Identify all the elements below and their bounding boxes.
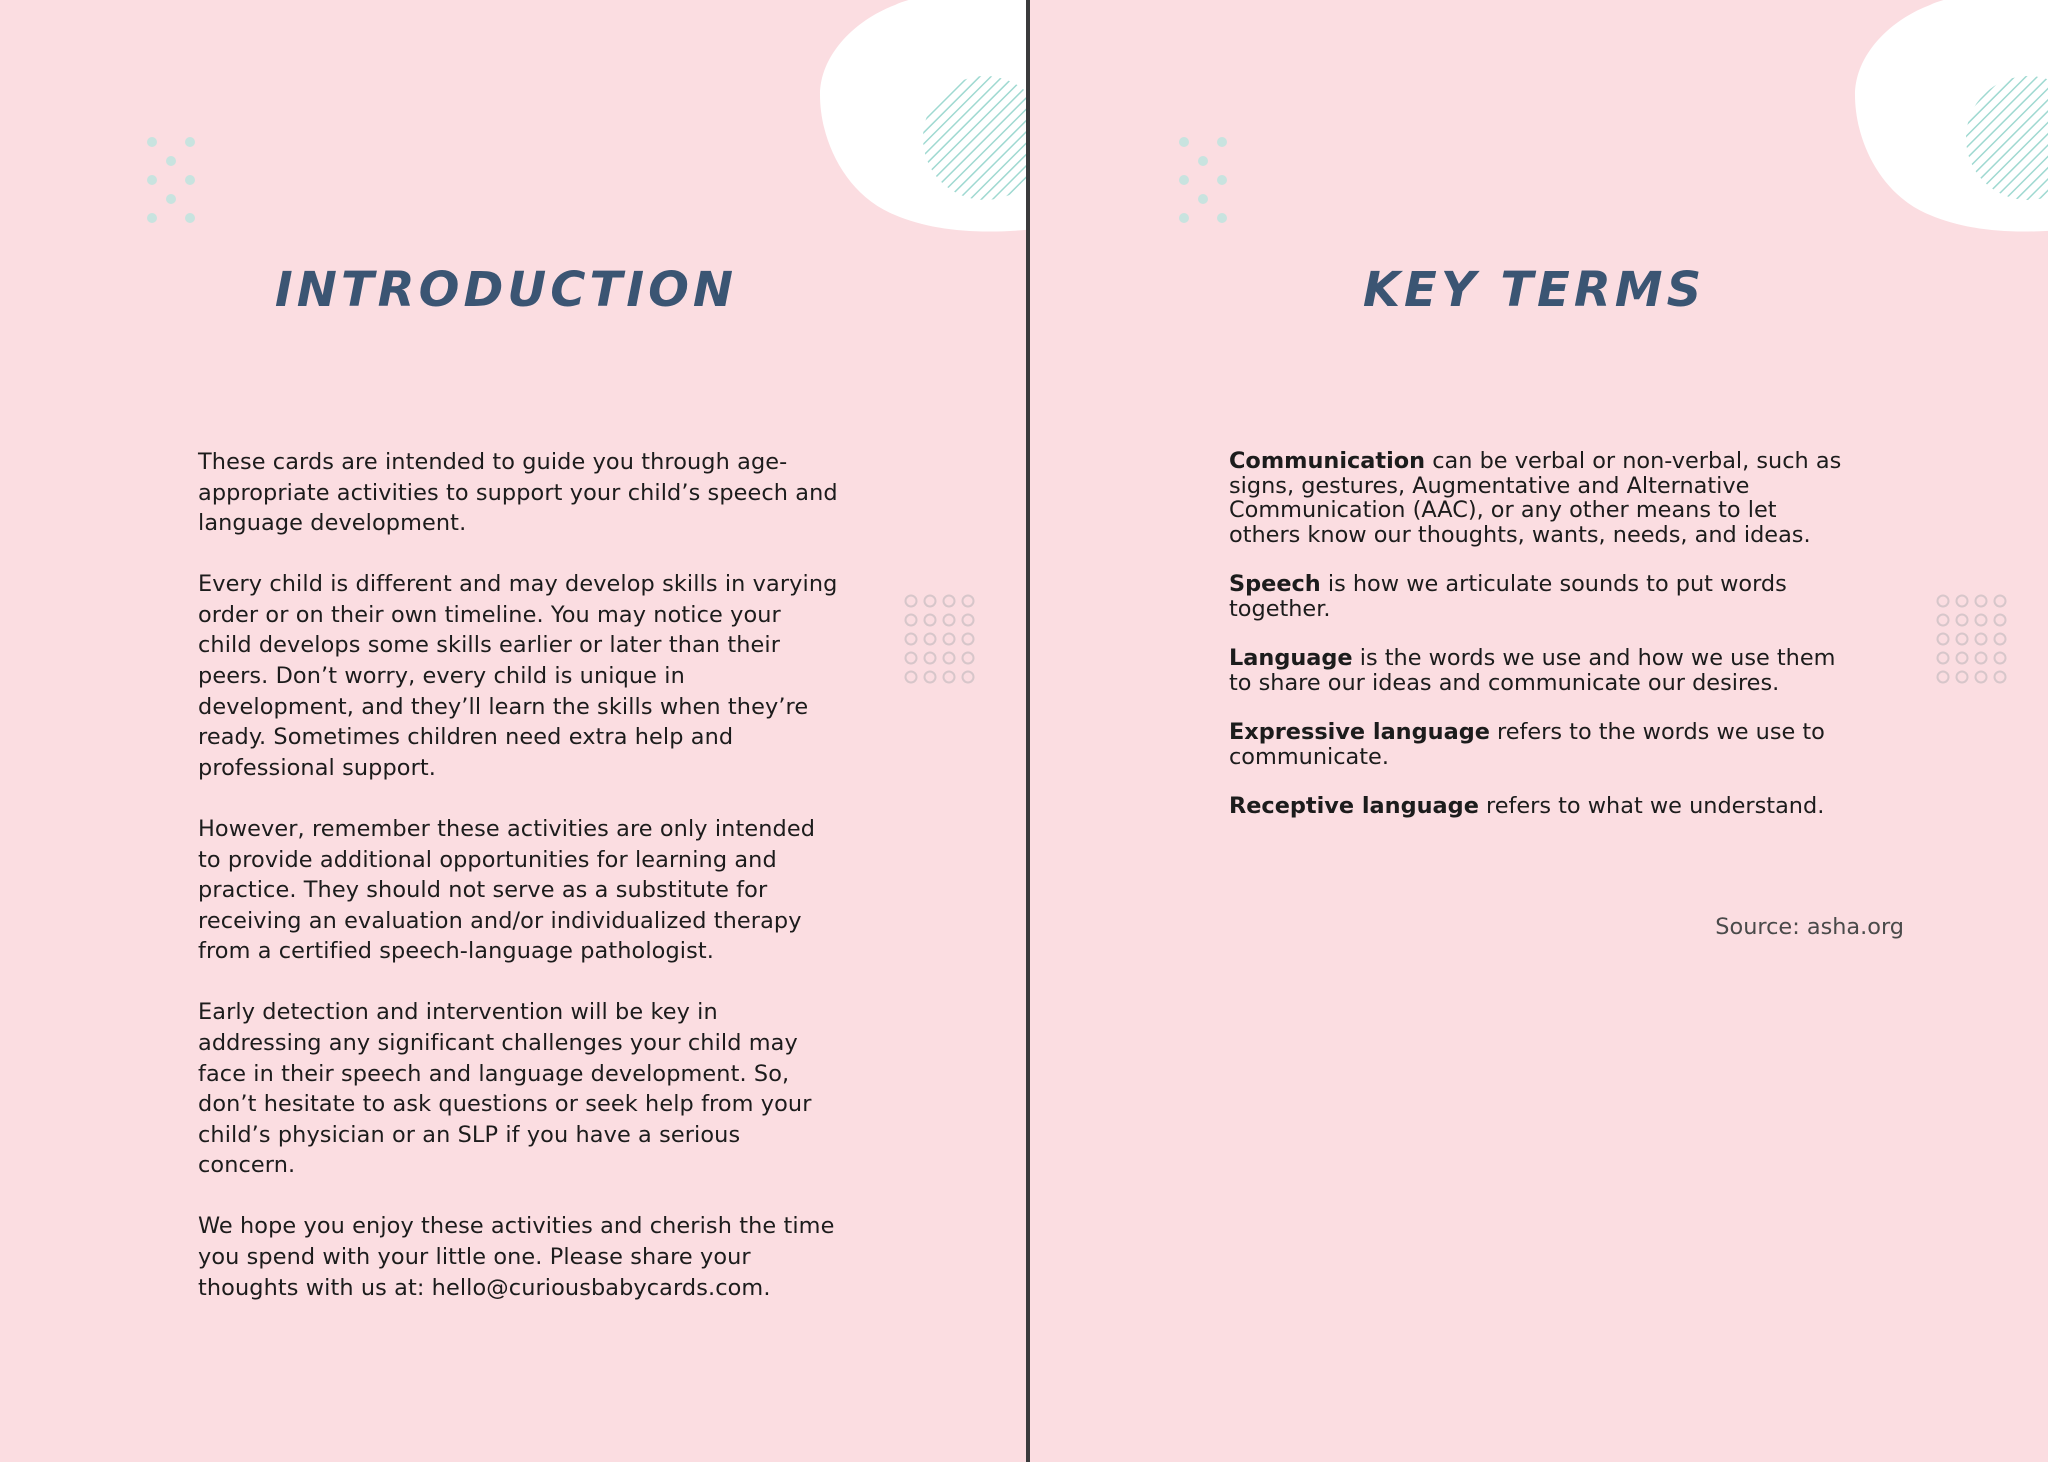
term-entry [1229, 794, 1849, 819]
paragraph: Every child is different and may develop skills in varying order or on their own timeline. You may notice your child develops some skills earlier or later than their peers. Don’t worry, every child is unique in development, and they’ll learn the skills when they’re ready. Sometimes children need extra help and professional support. [198, 571, 838, 781]
paragraph: Early detection and intervention will be key in addressing any significant challenges your child may face in their speech and language development. So, don’t hesitate to ask questions or seek help from your child’s physician or an SLP if you have a serious concern. [198, 999, 812, 1179]
paragraph: However, remember these activities are only intended to provide additional opportunities for learning and practice. They should not serve as a substitute for receiving an evaluation and/or individualized therapy from a certified speech-language pathologist. [198, 815, 816, 965]
term-name: Receptive language [1229, 793, 1479, 819]
term-name: Speech [1229, 571, 1321, 597]
term-definition: is the words we use and how we use them to share our ideas and communicate our desires. [1229, 645, 1836, 696]
key-terms-list [1229, 449, 1849, 844]
page-title: INTRODUCTION [274, 262, 738, 318]
term-name: Communication [1229, 448, 1426, 474]
key-terms-page [1030, 0, 2048, 1462]
dot-pattern-icon [1172, 130, 1242, 230]
introduction-text [198, 447, 838, 1334]
term-entry [1229, 720, 1849, 769]
paragraph: We hope you enjoy these activities and cherish the time you spend with your little one. Please share your thoughts with us at: hello@curiousbabycards.com. [198, 1213, 835, 1301]
circle-grid-icon [903, 593, 978, 688]
decorative-blob-icon [815, 0, 1026, 240]
circle-grid-icon [1935, 593, 2010, 688]
decorative-blob-icon [1850, 0, 2048, 240]
page-title: KEY TERMS [1362, 262, 1706, 318]
term-definition: refers to the words we use to communicate. [1229, 719, 1825, 770]
term-entry [1229, 449, 1849, 547]
term-entry [1229, 646, 1849, 695]
paragraph: These cards are intended to guide you through age-appropriate activities to support your child’s speech and language development. [198, 449, 838, 537]
term-name: Language [1229, 645, 1353, 671]
term-definition: is how we articulate sounds to put words together. [1229, 571, 1787, 622]
term-definition: refers to what we understand. [1478, 793, 1825, 819]
dot-pattern-icon [140, 130, 210, 230]
term-name: Expressive language [1229, 719, 1490, 745]
term-definition: can be verbal or non-verbal, such as signs, gestures, Augmentative and Alternative Communication (AAC), or any other means to let others know our thoughts, wants, needs, and ideas. [1229, 448, 1842, 548]
term-entry [1229, 572, 1849, 621]
source-citation: Source: asha.org [1715, 914, 1904, 940]
